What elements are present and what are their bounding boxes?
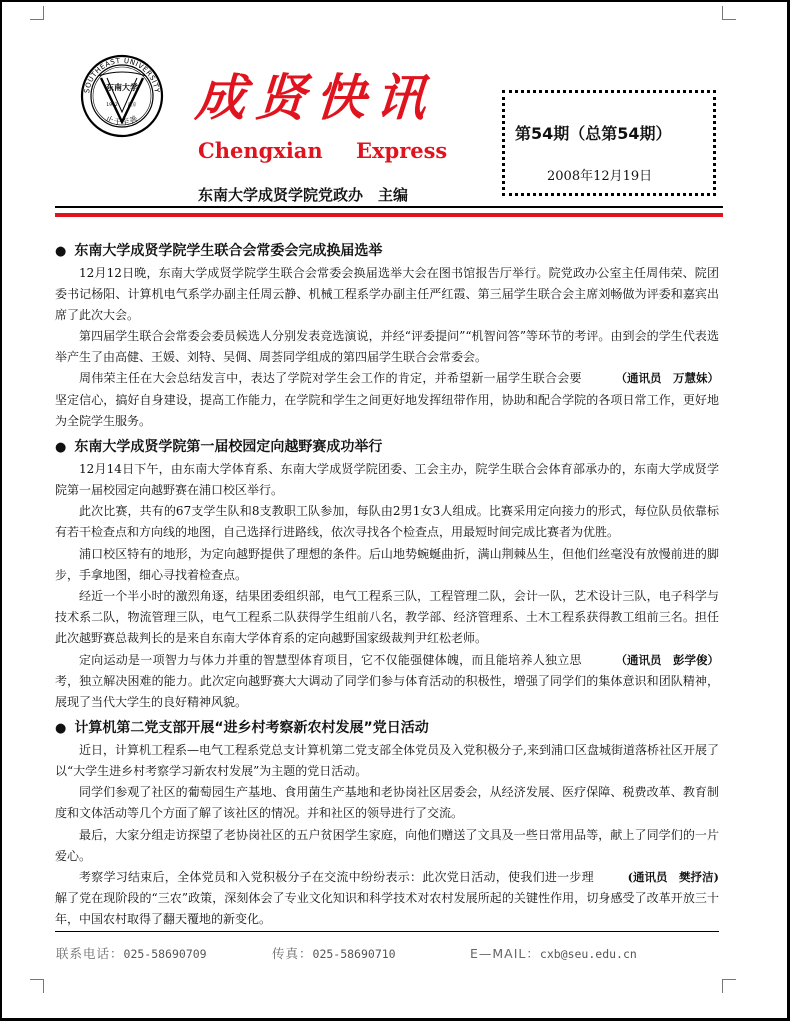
- footer-phone: 联系电话：025-58690709: [56, 946, 207, 961]
- byline: （通讯员 万慧妹）: [615, 371, 719, 386]
- footer-fax: 传真：025-58690710: [272, 946, 396, 961]
- article-content: [55, 240, 719, 934]
- news-item: [55, 240, 719, 432]
- news-paragraph: 12月14日下午，由东南大学体育系、东南大学成贤学院团委、工会主办，院学生联合会体育部承办的，东南大学成贤学院第一届校园定向越野赛在浦口校区举行。: [55, 461, 719, 497]
- news-item: [55, 436, 719, 713]
- news-paragraph: 经近一个半小时的激烈角逐，结果团委组织部，电气工程系三队，工程管理二队，会计一队，艺术设计三队，电子科学与技术系二队，物流管理三队，电气工程系二队获得学生组前八名，教学部、经济管理系、土木工程系获得教工组前三名。担任此次越野赛总裁判长的是来自东南大学体育系的定向越野国家级裁判尹红松老师。: [55, 588, 719, 646]
- news-headline: ● 东南大学成贤学院第一届校园定向越野赛成功举行: [55, 436, 719, 459]
- crop-mark: [30, 979, 44, 993]
- crop-mark: [30, 6, 44, 20]
- news-paragraph: 最后，大家分组走访探望了老协岗社区的五户贫困学生家庭，向他们赠送了文具及一些日常用品等，献上了同学们的一片爱心。: [55, 827, 719, 863]
- bullet-icon: ●: [55, 244, 67, 259]
- seal-city-text: 南京: [127, 103, 137, 108]
- newsletter-title: 成贤快讯: [193, 68, 438, 127]
- newsletter-title-english: Chengxian Express: [198, 138, 448, 163]
- news-paragraph: 近日，计算机工程系—电气工程系党总支计算机第二党支部全体党员及入党积极分子,来到浦口区盘城街道落桥社区开展了以“大学生进乡村考察学习新农村发展”为主题的党日活动。: [55, 743, 719, 779]
- news-headline: ● 计算机第二党支部开展“进乡村考察新农村发展”党日活动: [55, 717, 719, 740]
- news-paragraph: (通讯员 樊抒洁) 考察学习结束后，全体党员和入党积极分子在交流中纷纷表示：此次党日活动，使我们进一步理解了党在现阶段的“三农”政策，深刻体会了专业文化知识和科学技术对农村发展所起的关键性作用，切身感受了改革开放三十年，中国农村取得了翻天覆地的新变化。: [55, 867, 719, 930]
- university-seal-logo: [80, 54, 164, 138]
- crop-mark: [722, 979, 736, 993]
- crop-mark: [722, 6, 736, 20]
- news-paragraph: 12月12日晚，东南大学成贤学院学生联合会常委会换届选举大会在图书馆报告厅举行。院党政办公室主任周伟荣、院团委书记杨阳、计算机电气系学办副主任周云静、机械工程系学办副主任严红霞、第三届学生联合会主席刘畅做为评委和嘉宾出席了此次大会。: [55, 266, 719, 323]
- news-paragraph: 同学们参观了社区的葡萄园生产基地、食用菌生产基地和老协岗社区居委会，从经济发展、医疗保障、税费改革、教育制度和文体活动等几个方面了解了该社区的情况。并和社区的领导进行了交流。: [55, 785, 719, 821]
- news-paragraph: （通讯员 彭学俊） 定向运动是一项智力与体力并重的智慧型体育项目，它不仅能强健体魄，而且能培养人独立思考，独立解决困难的能力。此次定向越野赛大大调动了同学们参与体育活动的积极性，增强了同学们的集体意识和团队精神，展现了当代大学生的良好精神风貌。: [55, 650, 719, 714]
- seal-ring-text: SOUTHEAST UNIVERSITY: [83, 56, 161, 94]
- footer-email[interactable]: E—MAIL：cxb@seu.edu.cn: [470, 946, 637, 961]
- seal-year-text: 1902: [106, 103, 118, 108]
- news-paragraph: 第四届学生联合会常委会委员候选人分别发表竞选演说，并经“评委提问”“机智问答”等环节的考评。由到会的学生代表选举产生了由高健、王媛、刘特、吴倜、周荟同学组成的第四届学生联合会常委会。: [55, 329, 719, 365]
- news-paragraph: （通讯员 万慧妹） 周伟荣主任在大会总结发言中，表达了学院对学生会工作的肯定，并希望新一届学生联合会要坚定信心，搞好自身建设，提高工作能力，在学院和学生之间更好地发挥纽带作用，协助和配合学院的各项日常工作，更好地为全院学生服务。: [55, 368, 719, 431]
- issue-number: 第54期（总第54期）: [515, 124, 672, 143]
- news-paragraph: 此次比赛，共有的67支学生队和8支教职工队参加，每队由2男1女3人组成。比赛采用定向接力的形式，每位队员依靠标有若干检查点和方向线的地图，自己选择行进路线，依次寻找各个检查点，用最短时间完成比赛者为优胜。: [55, 504, 719, 540]
- header-rule-red: [55, 213, 723, 217]
- news-headline: ● 东南大学成贤学院学生联合会常委会完成换届选举: [55, 240, 719, 263]
- bullet-icon: ●: [55, 721, 67, 737]
- bullet-icon: ●: [55, 439, 67, 455]
- byline: （通讯员 彭学俊）: [615, 652, 719, 667]
- seal-icon: [80, 54, 164, 138]
- editor-line: 东南大学成贤学院党政办 主编: [198, 186, 409, 204]
- seal-center-text: 东南大学: [106, 82, 138, 92]
- header-rule-black: [55, 206, 723, 208]
- issue-box: [502, 90, 716, 196]
- news-item: [55, 717, 719, 930]
- issue-date: 2008年12月19日: [547, 169, 653, 184]
- byline: (通讯员 樊抒洁): [627, 869, 719, 884]
- footer-rule: [55, 931, 719, 932]
- seal-motto-text: 止于至善: [104, 113, 140, 128]
- news-paragraph: 浦口校区特有的地形，为定向越野提供了理想的条件。后山地势蜿蜒曲折，满山荆棘丛生，但他们丝毫没有放慢前进的脚步，手拿地图，细心寻找着检查点。: [55, 546, 719, 582]
